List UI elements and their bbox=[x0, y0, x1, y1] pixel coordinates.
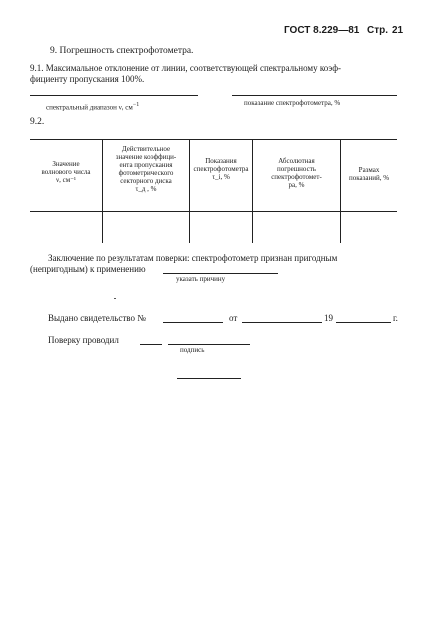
caption-reading: показание спектрофотометра, % bbox=[244, 99, 341, 107]
stray-mark bbox=[114, 298, 116, 299]
readings-line-2: спектрофотометра bbox=[193, 165, 249, 173]
abs-error-line-3: спектрофотомет- bbox=[271, 173, 322, 181]
blank-line-certificate-year bbox=[336, 322, 391, 323]
table-header-bottom-border bbox=[30, 211, 397, 212]
section-9-2-label: 9.2. bbox=[30, 117, 45, 127]
range-line-2: показаний, % bbox=[348, 174, 390, 182]
header-standard: ГОСТ 8.229—81 bbox=[284, 25, 360, 36]
verifier-label: Поверку проводил bbox=[48, 335, 119, 345]
actual-line-3: ента пропускания bbox=[119, 161, 173, 169]
range-line-1: Размах bbox=[358, 166, 380, 174]
table-header-range bbox=[341, 166, 397, 182]
blank-line-verifier-short bbox=[140, 344, 162, 345]
caption-spectral-range-sup: −1 bbox=[132, 102, 140, 108]
certificate-from-label: от bbox=[229, 313, 238, 323]
table-header-actual-transmittance bbox=[103, 145, 189, 193]
table-header-wavenumber bbox=[30, 160, 102, 184]
certificate-year-prefix: 19 bbox=[324, 313, 333, 323]
header-page-label: Стр. bbox=[367, 25, 389, 36]
actual-line-1: Действительное bbox=[121, 145, 171, 153]
end-rule bbox=[177, 378, 241, 379]
caption-spectral-range: спектральный диапазон ν, $см^{-1}$ bbox=[46, 102, 140, 112]
certificate-year-suffix: г. bbox=[393, 313, 398, 323]
blank-line-reading bbox=[232, 95, 397, 96]
conclusion-line-1: Заключение по результатам поверки: спектрофотометр признан пригодным bbox=[48, 253, 338, 263]
blank-line-verifier-signature bbox=[168, 344, 250, 345]
table-header-absolute-error bbox=[253, 157, 340, 189]
actual-line-4: фотометрического bbox=[118, 169, 174, 177]
table-header-readings bbox=[190, 157, 252, 181]
readings-line-3: τ_i, % bbox=[212, 173, 230, 181]
conclusion-line-2: (непригодным) к применению bbox=[30, 264, 146, 274]
wavenumber-line-1: Значение bbox=[52, 160, 80, 168]
table-col-divider-3 bbox=[252, 139, 253, 243]
table-col-divider-4 bbox=[340, 139, 341, 243]
caption-reason: указать причину bbox=[176, 275, 226, 283]
table-top-border bbox=[30, 139, 397, 140]
paragraph-9-1-line-1: 9.1. Максимальное отклонение от линии, соответствующей спектральному коэф- bbox=[30, 63, 342, 73]
abs-error-line-1: Абсолютная bbox=[278, 157, 315, 165]
caption-signature: подпись bbox=[180, 346, 205, 354]
readings-line-1: Показания bbox=[205, 157, 237, 165]
blank-line-spectral-range bbox=[30, 95, 198, 96]
header-page-number: 21 bbox=[392, 25, 404, 36]
blank-line-certificate-number bbox=[163, 322, 223, 323]
blank-line-reason bbox=[163, 273, 278, 274]
abs-error-line-2: погрешность bbox=[277, 165, 316, 173]
certificate-issued-label: Выдано свидетельство № bbox=[48, 313, 146, 323]
wavenumber-line-3: ν, см⁻¹ bbox=[56, 176, 76, 184]
actual-line-2: значение коэффици- bbox=[115, 153, 177, 161]
actual-line-6: τ_д , % bbox=[135, 185, 157, 193]
actual-line-5: секторного диска bbox=[120, 177, 172, 185]
abs-error-line-4: ра, % bbox=[288, 181, 305, 189]
table-col-divider-2 bbox=[189, 139, 190, 243]
paragraph-9-1-line-2: фициенту пропускания 100%. bbox=[30, 74, 145, 84]
section-9-title: 9. Погрешность спектрофотометра. bbox=[50, 46, 194, 56]
blank-line-certificate-date bbox=[242, 322, 322, 323]
wavenumber-line-2: волнового числа bbox=[41, 168, 91, 176]
